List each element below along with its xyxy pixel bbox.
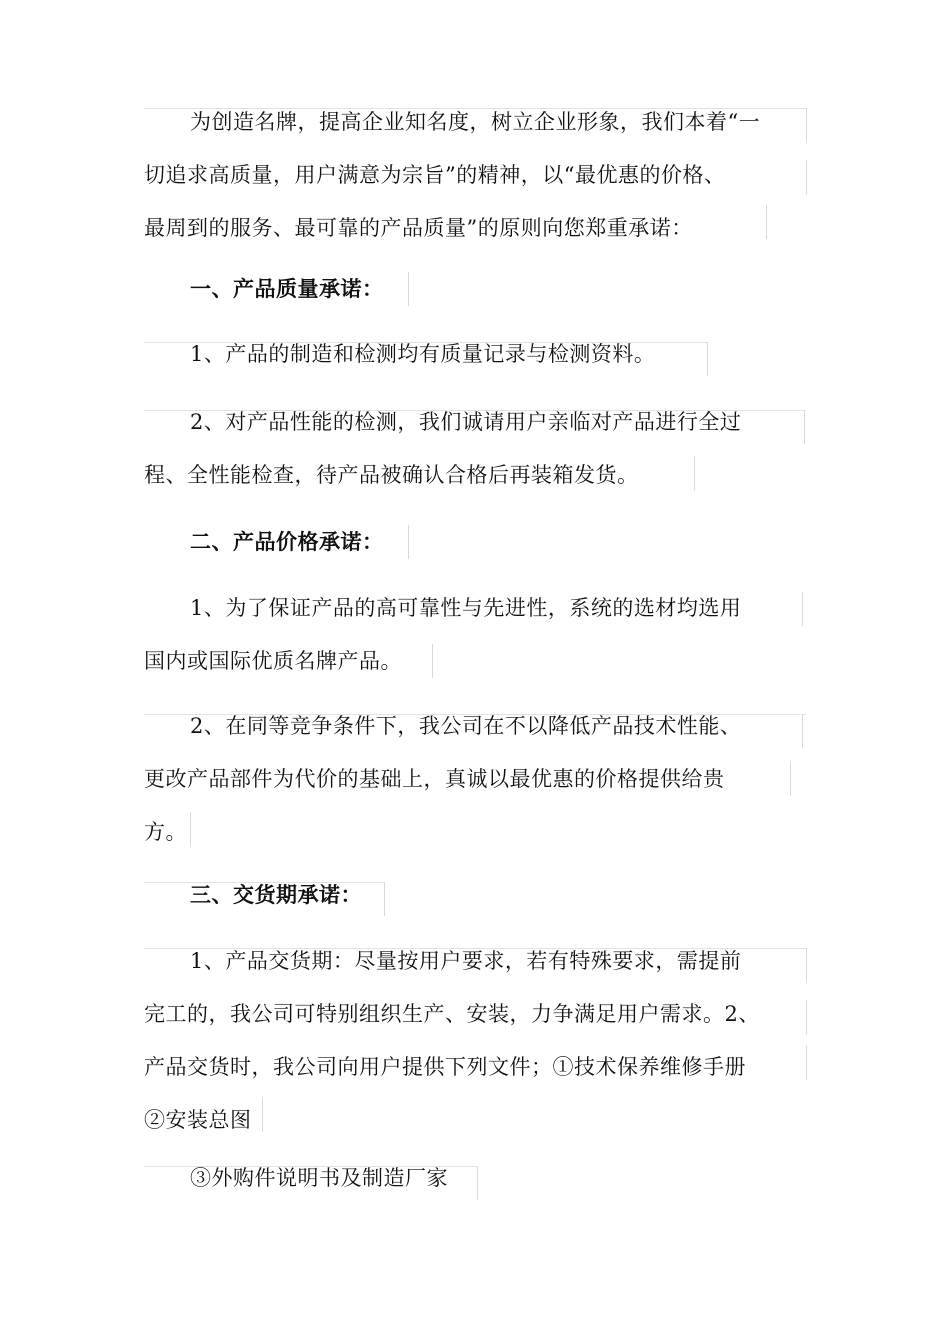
line-guide bbox=[790, 762, 791, 796]
intro-paragraph bbox=[144, 96, 760, 255]
paragraph-line: 产品交货时，我公司向用户提供下列文件；①技术保养维修手册 bbox=[144, 1055, 746, 1079]
intro-line: 最周到的服务、最可靠的产品质量”的原则向您郑重承诺： bbox=[144, 216, 693, 240]
line-guide bbox=[802, 714, 803, 748]
line-guide bbox=[806, 1000, 807, 1034]
line-guide bbox=[707, 342, 708, 376]
paragraph-line: 2、对产品性能的检测，我们诚请用户亲临对产品进行全过 bbox=[190, 410, 742, 434]
line-guide bbox=[806, 108, 807, 142]
line-guide bbox=[408, 272, 409, 306]
line-guide bbox=[806, 160, 807, 194]
paragraph-line: 1、产品交货期：尽量按用户要求，若有特殊要求，需提前 bbox=[190, 949, 742, 973]
delivery-item-2 bbox=[144, 1152, 448, 1205]
line-guide bbox=[262, 1098, 263, 1132]
line-guide bbox=[384, 882, 385, 916]
paragraph-line: ②安装总图 bbox=[144, 1108, 252, 1132]
heading-text: 二、产品价格承诺： bbox=[190, 529, 384, 554]
paragraph-line: 方。 bbox=[144, 820, 187, 844]
paragraph-line: 1、产品的制造和检测均有质量记录与检测资料。 bbox=[190, 342, 656, 366]
heading-text: 三、交货期承诺： bbox=[190, 882, 362, 907]
paragraph-line: ③外购件说明书及制造厂家 bbox=[190, 1166, 448, 1190]
quality-item-2 bbox=[144, 396, 741, 502]
paragraph-line: 国内或国际优质名牌产品。 bbox=[144, 649, 402, 673]
line-guide bbox=[432, 644, 433, 678]
section-heading-delivery bbox=[144, 868, 362, 921]
price-item-2 bbox=[144, 700, 741, 859]
line-guide bbox=[804, 410, 805, 444]
line-guide bbox=[408, 525, 409, 559]
section-heading-quality bbox=[144, 262, 384, 315]
paragraph-line: 完工的，我公司可特别组织生产、安装，力争满足用户需求。2、 bbox=[144, 1002, 760, 1026]
intro-line: 为创造名牌，提高企业知名度，树立企业形象，我们本着“一 bbox=[190, 110, 761, 134]
quality-item-1 bbox=[144, 328, 655, 381]
delivery-item-1 bbox=[144, 935, 760, 1147]
paragraph-line: 更改产品部件为代价的基础上，真诚以最优惠的价格提供给贵 bbox=[144, 767, 725, 791]
paragraph-line: 2、在同等竞争条件下，我公司在不以降低产品技术性能、 bbox=[190, 714, 742, 738]
heading-text: 一、产品质量承诺： bbox=[190, 276, 384, 301]
paragraph-line: 程、全性能检查，待产品被确认合格后再装箱发货。 bbox=[144, 463, 639, 487]
price-item-1 bbox=[144, 582, 741, 688]
line-guide bbox=[806, 1046, 807, 1080]
line-guide bbox=[806, 948, 807, 982]
section-heading-price bbox=[144, 515, 384, 568]
line-guide bbox=[766, 205, 767, 239]
line-guide bbox=[477, 1166, 478, 1200]
line-guide bbox=[190, 812, 191, 846]
line-guide bbox=[694, 456, 695, 490]
line-guide bbox=[802, 592, 803, 626]
paragraph-line: 1、为了保证产品的高可靠性与先进性，系统的选材均选用 bbox=[190, 596, 742, 620]
intro-line: 切追求高质量，用户满意为宗旨”的精神，以“最优惠的价格、 bbox=[144, 163, 726, 187]
